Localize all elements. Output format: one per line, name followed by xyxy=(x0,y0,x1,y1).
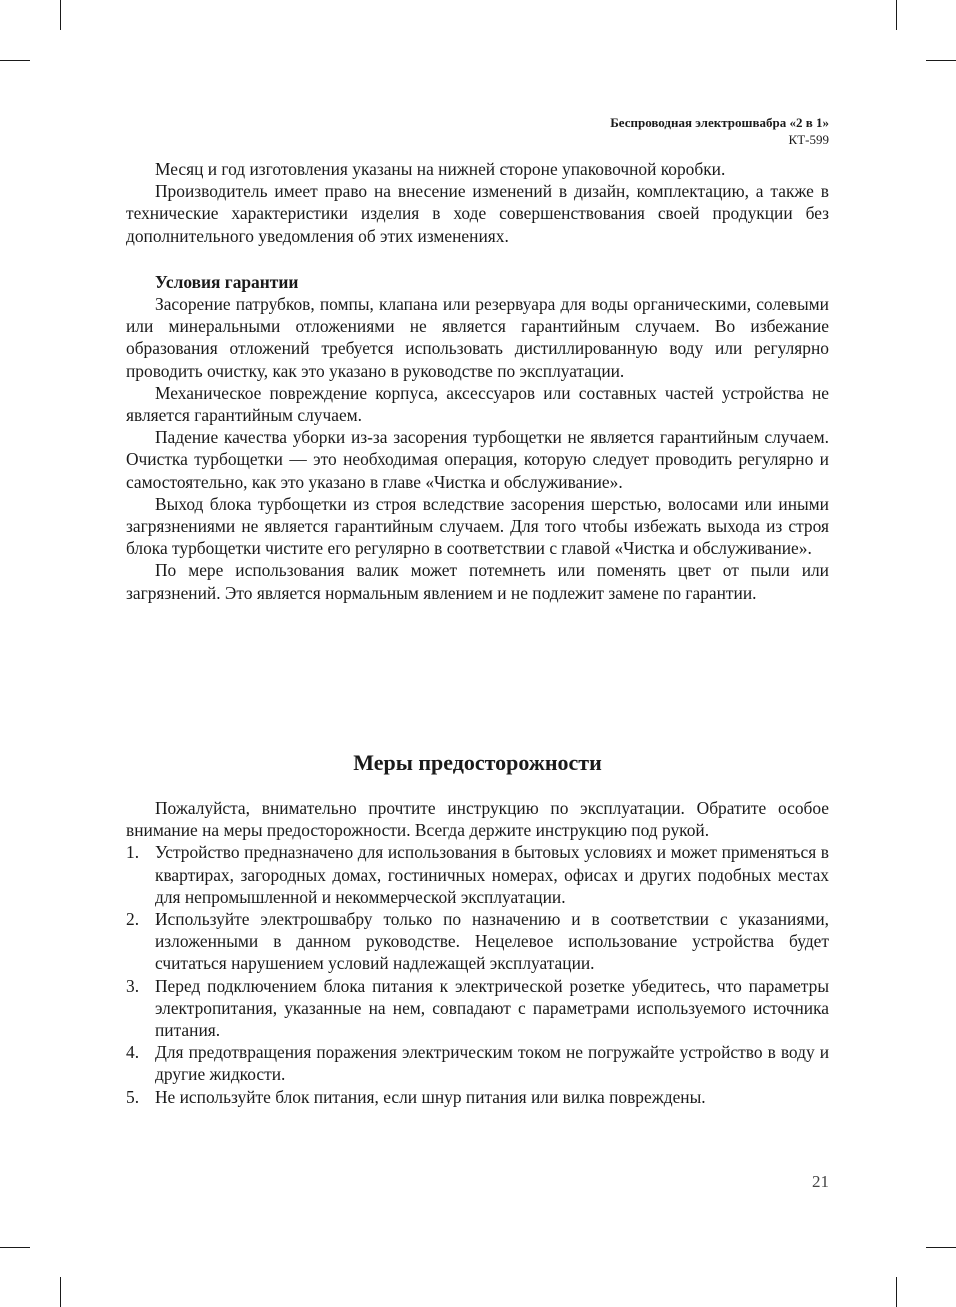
warranty-title: Условия гарантии xyxy=(155,271,299,292)
list-item-text: Перед подключением блока питания к электрической розетке убедитесь, что параметры электропитания, указанные на нем, совпадают с параметрами используемого источника питания. xyxy=(155,975,829,1041)
precautions-section xyxy=(126,797,829,1108)
list-item-text: Не используйте блок питания, если шнур питания или вилка повреждены. xyxy=(155,1086,706,1107)
list-item-text: Для предотвращения поражения электрическим током не погружайте устройство в воду и другие жидкости. xyxy=(155,1042,829,1085)
crop-mark xyxy=(60,0,61,30)
crop-mark xyxy=(60,1277,61,1307)
list-item-number: 3. xyxy=(126,975,140,996)
list-item xyxy=(126,841,829,908)
list-item xyxy=(126,1041,829,1085)
crop-mark xyxy=(896,0,897,30)
warranty-paragraph: По мере использования валик может потемнеть или поменять цвет от пыли или загрязнений. Это является нормальным явлением и не подлежит замене по гарантии. xyxy=(126,560,829,603)
intro-paragraph: Месяц и год изготовления указаны на нижней стороне упаковочной коробки. xyxy=(155,159,726,179)
warranty-paragraph: Механическое повреждение корпуса, аксессуаров или составных частей устройства не является гарантийным случаем. xyxy=(126,382,829,426)
warranty-paragraph: Падение качества уборки из-за засорения турбощетки не является гарантийным случаем. Очистка турбощетки — это необходимая операция, которую следует проводить регулярно и самостоятельно, как это указано в главе «Чистка и обслуживание». xyxy=(126,427,829,492)
crop-mark xyxy=(896,1277,897,1307)
header-model: КТ-599 xyxy=(788,132,829,147)
intro-paragraph: Производитель имеет право на внесение изменений в дизайн, комплектацию, а также в технические характеристики изделия в ходе совершенствования своей продукции без дополнительного уведомления об этих изменениях. xyxy=(126,181,829,246)
list-item-number: 2. xyxy=(126,909,140,930)
warranty-paragraph: Выход блока турбощетки из строя вследствие засорения шерстью, волосами или иными загрязнениями не является гарантийным случаем. Для того чтобы избежать выхода из строя блока турбощетки чистите его регулярно в соответствии с главой «Чистка и обслуживание». xyxy=(126,493,829,559)
crop-mark xyxy=(926,1247,956,1248)
list-item xyxy=(126,1086,829,1108)
list-item-text: Используйте электрошвабру только по назначению и в соответствии с указаниями, изложенными в данном руководстве. Нецелевое использование устройства будет считаться нарушением условий надлежащей эксплуатации. xyxy=(155,909,829,974)
precautions-list xyxy=(126,841,829,1107)
main-text xyxy=(126,158,829,604)
crop-mark xyxy=(0,60,30,61)
crop-mark xyxy=(0,1247,30,1248)
list-item-number: 1. xyxy=(126,842,140,863)
header-title: Беспроводная электрошвабра «2 в 1» xyxy=(610,115,829,130)
list-item xyxy=(126,975,829,1042)
list-item-text: Устройство предназначено для использования в бытовых условиях и может применяться в квартирах, загородных домах, гостиничных номерах, офисах и других подобных местах для непромышленной и некоммерческой эксплуатации. xyxy=(155,842,829,907)
precautions-intro: Пожалуйста, внимательно прочтите инструкцию по эксплуатации. Обратите особое внимание на меры предосторожности. Всегда держите инструкцию под рукой. xyxy=(126,798,829,841)
running-header xyxy=(610,114,829,148)
list-item-number: 5. xyxy=(126,1086,140,1107)
list-item xyxy=(126,908,829,975)
precautions-title: Меры предосторожности xyxy=(353,750,602,775)
list-item-number: 4. xyxy=(126,1042,140,1063)
page-number: 21 xyxy=(812,1172,829,1191)
warranty-paragraph: Засорение патрубков, помпы, клапана или резервуара для воды органическими, солевыми или минеральными отложениями не является гарантийным случаем. Во избежание образования отложений требуется использовать дистиллированную воду или регулярно проводить очистку, как это указано в руководстве по эксплуатации. xyxy=(126,294,829,381)
crop-mark xyxy=(926,60,956,61)
